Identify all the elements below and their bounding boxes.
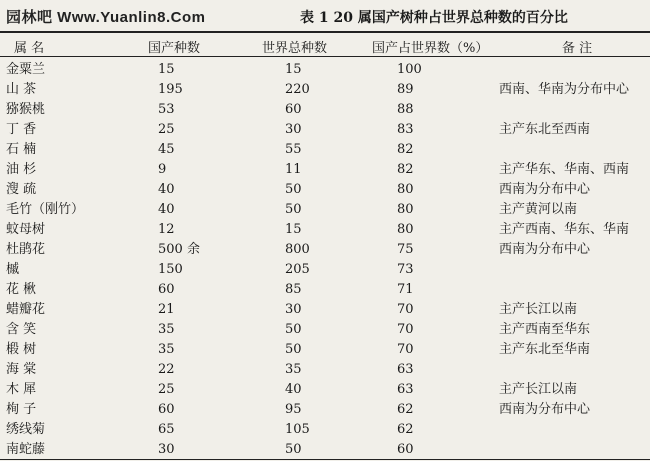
table-top-rule [0,31,650,33]
note-cell: 主产东北至华南 [499,342,591,357]
domestic-count-cell: 500 余 [158,242,200,257]
genus-cell: 蜡瓣花 [6,302,46,317]
percent-cell: 75 [397,242,414,257]
percent-cell: 62 [397,422,414,437]
header-percent: 国产占世界数（%） [372,41,489,56]
table-row [0,260,650,280]
genus-cell: 油 杉 [6,162,37,177]
table-row [0,380,650,400]
note-cell: 主产华东、华南、西南 [499,162,630,177]
note-cell: 西南为分布中心 [499,242,591,257]
note-cell: 西南为分布中心 [499,402,591,417]
percent-cell: 88 [397,102,414,117]
percent-cell: 70 [397,322,414,337]
percent-cell: 63 [397,382,414,397]
note-cell: 西南为分布中心 [499,182,591,197]
world-count-cell: 50 [285,322,302,337]
genus-cell: 椴 树 [6,342,37,357]
world-count-cell: 15 [285,222,302,237]
percent-cell: 82 [397,162,414,177]
domestic-count-cell: 9 [158,162,167,177]
table-row [0,80,650,100]
note-cell: 主产长江以南 [499,302,578,317]
world-count-cell: 15 [285,62,302,77]
percent-cell: 70 [397,302,414,317]
table-row [0,440,650,460]
world-count-cell: 220 [285,82,310,97]
domestic-count-cell: 35 [158,342,175,357]
table-row [0,100,650,120]
percent-cell: 73 [397,262,414,277]
world-count-cell: 50 [285,182,302,197]
world-count-cell: 30 [285,302,302,317]
domestic-count-cell: 30 [158,442,175,457]
domestic-count-cell: 45 [158,142,175,157]
percent-cell: 100 [397,62,422,77]
domestic-count-cell: 22 [158,362,175,377]
world-count-cell: 35 [285,362,302,377]
genus-cell: 毛竹（刚竹） [6,202,85,217]
world-count-cell: 60 [285,102,302,117]
world-count-cell: 30 [285,122,302,137]
table-bottom-rule [0,459,650,460]
genus-cell: 山 茶 [6,82,37,97]
world-count-cell: 50 [285,442,302,457]
domestic-count-cell: 40 [158,182,175,197]
table-row [0,420,650,440]
domestic-count-cell: 25 [158,382,175,397]
genus-cell: 槭 [6,262,20,277]
world-count-cell: 55 [285,142,302,157]
world-count-cell: 95 [285,402,302,417]
domestic-count-cell: 65 [158,422,175,437]
table-row [0,360,650,380]
table-row [0,400,650,420]
table-row [0,160,650,180]
header-world-count: 世界总种数 [262,41,328,56]
genus-cell: 蚊母树 [6,222,46,237]
percent-cell: 89 [397,82,414,97]
percent-cell: 80 [397,182,414,197]
note-cell: 主产黄河以南 [499,202,578,217]
percent-cell: 70 [397,342,414,357]
note-cell: 主产长江以南 [499,382,578,397]
domestic-count-cell: 60 [158,402,175,417]
domestic-count-cell: 21 [158,302,175,317]
table-row [0,120,650,140]
table-row [0,300,650,320]
world-count-cell: 50 [285,342,302,357]
percent-cell: 80 [397,222,414,237]
header-note: 备 注 [562,41,593,56]
genus-cell: 木 犀 [6,382,37,397]
table-row [0,280,650,300]
percent-cell: 62 [397,402,414,417]
genus-cell: 溲 疏 [6,182,37,197]
table-row [0,220,650,240]
genus-cell: 金粟兰 [6,62,46,77]
table-row [0,180,650,200]
genus-cell: 南蛇藤 [6,442,46,457]
world-count-cell: 800 [285,242,310,257]
percent-cell: 83 [397,122,414,137]
table-row [0,200,650,220]
domestic-count-cell: 150 [158,262,183,277]
domestic-count-cell: 15 [158,62,175,77]
percent-cell: 82 [397,142,414,157]
percent-cell: 80 [397,202,414,217]
percent-cell: 60 [397,442,414,457]
genus-cell: 绣线菊 [6,422,46,437]
genus-cell: 石 楠 [6,142,37,157]
genus-cell: 花 楸 [6,282,37,297]
table-row [0,320,650,340]
genus-cell: 猕猴桃 [6,102,46,117]
percent-cell: 71 [397,282,414,297]
header-genus: 属 名 [14,41,45,56]
table-row [0,60,650,80]
world-count-cell: 105 [285,422,310,437]
domestic-count-cell: 35 [158,322,175,337]
genus-cell: 含 笑 [6,322,37,337]
table-title: 表 1 20 属国产树种占世界总种数的百分比 [300,10,568,26]
domestic-count-cell: 12 [158,222,175,237]
genus-cell: 杜鹃花 [6,242,46,257]
note-cell: 西南、华南为分布中心 [499,82,630,97]
world-count-cell: 205 [285,262,310,277]
table-row [0,240,650,260]
table-row [0,140,650,160]
table-row [0,340,650,360]
world-count-cell: 11 [285,162,302,177]
world-count-cell: 40 [285,382,302,397]
genus-cell: 丁 香 [6,122,37,137]
domestic-count-cell: 60 [158,282,175,297]
domestic-count-cell: 195 [158,82,183,97]
percent-cell: 63 [397,362,414,377]
note-cell: 主产西南至华东 [499,322,591,337]
site-watermark: 园林吧 Www.Yuanlin8.Com [6,9,206,26]
genus-cell: 栒 子 [6,402,37,417]
world-count-cell: 50 [285,202,302,217]
domestic-count-cell: 25 [158,122,175,137]
world-count-cell: 85 [285,282,302,297]
domestic-count-cell: 40 [158,202,175,217]
note-cell: 主产西南、华东、华南 [499,222,630,237]
header-domestic-count: 国产种数 [148,41,201,56]
domestic-count-cell: 53 [158,102,175,117]
table-header-rule [0,56,650,57]
genus-cell: 海 棠 [6,362,37,377]
note-cell: 主产东北至西南 [499,122,591,137]
